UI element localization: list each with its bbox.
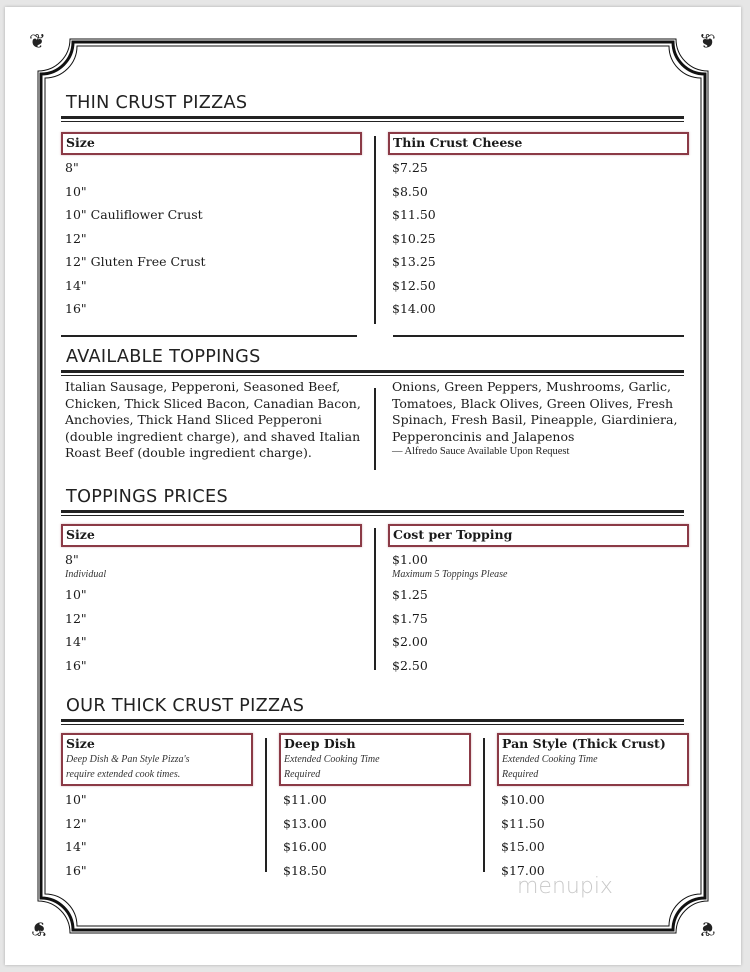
section-title-available-toppings: AVAILABLE TOPPINGS xyxy=(66,346,261,367)
price-cell: $13.00 xyxy=(283,815,327,831)
floral-sprig-icon: ❦ xyxy=(31,917,48,941)
size-cell: 12" Gluten Free Crust xyxy=(65,254,206,269)
topping-size-column xyxy=(65,549,106,677)
header-note: require extended cook times. xyxy=(66,769,181,780)
price-cell: $11.00 xyxy=(283,792,327,807)
header-note: Required xyxy=(284,769,321,780)
price-cell: $18.50 xyxy=(283,862,327,878)
size-cell: 8" xyxy=(65,160,79,175)
price-cell: $1.00 xyxy=(392,552,428,567)
size-cell: 12" xyxy=(65,610,87,626)
size-cell: 14" xyxy=(65,634,87,649)
header-label: Size xyxy=(66,527,95,542)
thin-crust-size-column xyxy=(65,156,206,321)
size-cell: 12" xyxy=(65,230,87,246)
price-cell: $13.25 xyxy=(392,254,436,269)
price-cell: $1.75 xyxy=(392,610,428,626)
price-note: Maximum 5 Toppings Please xyxy=(392,569,508,580)
price-cell: $2.00 xyxy=(392,634,428,649)
column-divider xyxy=(374,136,376,324)
floral-sprig-icon: ❦ xyxy=(699,917,716,941)
veggie-toppings-block xyxy=(392,379,684,459)
size-cell: 10" xyxy=(65,587,87,602)
deep-dish-price-column xyxy=(283,788,327,882)
price-cell: $17.00 xyxy=(501,862,545,878)
alfredo-note: — Alfredo Sauce Available Upon Request xyxy=(392,446,570,458)
header-note: Extended Cooking Time xyxy=(284,754,380,765)
header-note: Required xyxy=(502,769,539,780)
section-title-thick-crust: OUR THICK CRUST PIZZAS xyxy=(66,695,305,716)
price-cell: $15.00 xyxy=(501,839,545,854)
size-cell: 16" xyxy=(65,862,87,878)
header-label: Size xyxy=(66,736,95,751)
column-divider xyxy=(374,528,376,670)
size-note: Individual xyxy=(65,569,107,580)
double-rule xyxy=(61,116,684,121)
header-box-size xyxy=(61,524,362,547)
double-rule xyxy=(61,719,684,724)
header-box-size xyxy=(61,132,362,155)
size-cell: 16" xyxy=(65,657,87,673)
price-cell: $10.00 xyxy=(501,792,545,807)
thin-crust-price-column xyxy=(392,156,436,321)
header-box-size xyxy=(61,733,253,786)
size-cell: 8" xyxy=(65,552,79,567)
veggie-toppings-list: Onions, Green Peppers, Mushrooms, Garlic, Tomatoes, Black Olives, Green Olives, Fresh Spinach, Fresh Basil, Pineapple, Giardiniera, Pepperoncinis and Jalapenos xyxy=(392,379,678,444)
price-cell: $14.00 xyxy=(392,301,436,316)
section-title-thin-crust: THIN CRUST PIZZAS xyxy=(66,92,248,113)
price-cell: $7.25 xyxy=(392,160,428,175)
header-box-pan-style xyxy=(497,733,689,786)
price-cell: $11.50 xyxy=(501,815,545,831)
thick-crust-size-column xyxy=(65,788,87,882)
price-cell: $1.25 xyxy=(392,587,428,602)
price-cell: $8.50 xyxy=(392,183,428,199)
size-cell: 12" xyxy=(65,815,87,831)
topping-price-column xyxy=(392,549,507,677)
size-cell: 10" xyxy=(65,792,87,807)
header-note: Deep Dish & Pan Style Pizza's xyxy=(66,754,190,765)
size-cell: 16" xyxy=(65,301,87,316)
header-note: Extended Cooking Time xyxy=(502,754,598,765)
meat-toppings-list: Italian Sausage, Pepperoni, Seasoned Beef, Chicken, Thick Sliced Bacon, Canadian Bacon, Anchovies, Thick Hand Sliced Pepperoni (double ingredient charge), and shaved Italian Roast Beef (double ingredient charge). xyxy=(65,379,361,461)
price-cell: $10.25 xyxy=(392,230,436,246)
size-cell: 10" xyxy=(65,183,87,199)
section-end-rule xyxy=(61,335,357,337)
column-divider xyxy=(265,738,267,872)
header-label: Deep Dish xyxy=(284,736,356,751)
header-label: Pan Style (Thick Crust) xyxy=(502,736,666,751)
pan-style-price-column xyxy=(501,788,545,882)
price-cell: $12.50 xyxy=(392,277,436,293)
size-cell: 14" xyxy=(65,839,87,854)
double-rule xyxy=(61,370,684,375)
watermark: menupix xyxy=(517,874,613,899)
floral-sprig-icon: ❦ xyxy=(699,29,716,53)
double-rule xyxy=(61,510,684,515)
header-box-cost-per-topping xyxy=(388,524,689,547)
header-box-deep-dish xyxy=(279,733,471,786)
column-divider xyxy=(374,388,376,470)
floral-sprig-icon: ❦ xyxy=(29,29,46,53)
column-divider xyxy=(483,738,485,872)
price-cell: $11.50 xyxy=(392,207,436,222)
header-label: Size xyxy=(66,135,95,150)
price-cell: $16.00 xyxy=(283,839,327,854)
section-end-rule xyxy=(393,335,684,337)
header-label: Thin Crust Cheese xyxy=(393,135,523,150)
price-cell: $2.50 xyxy=(392,657,428,673)
header-label: Cost per Topping xyxy=(393,527,513,542)
size-cell: 10" Cauliflower Crust xyxy=(65,207,203,222)
header-box-thin-crust-cheese xyxy=(388,132,689,155)
size-cell: 14" xyxy=(65,277,87,293)
section-title-toppings-prices: TOPPINGS PRICES xyxy=(66,486,228,507)
